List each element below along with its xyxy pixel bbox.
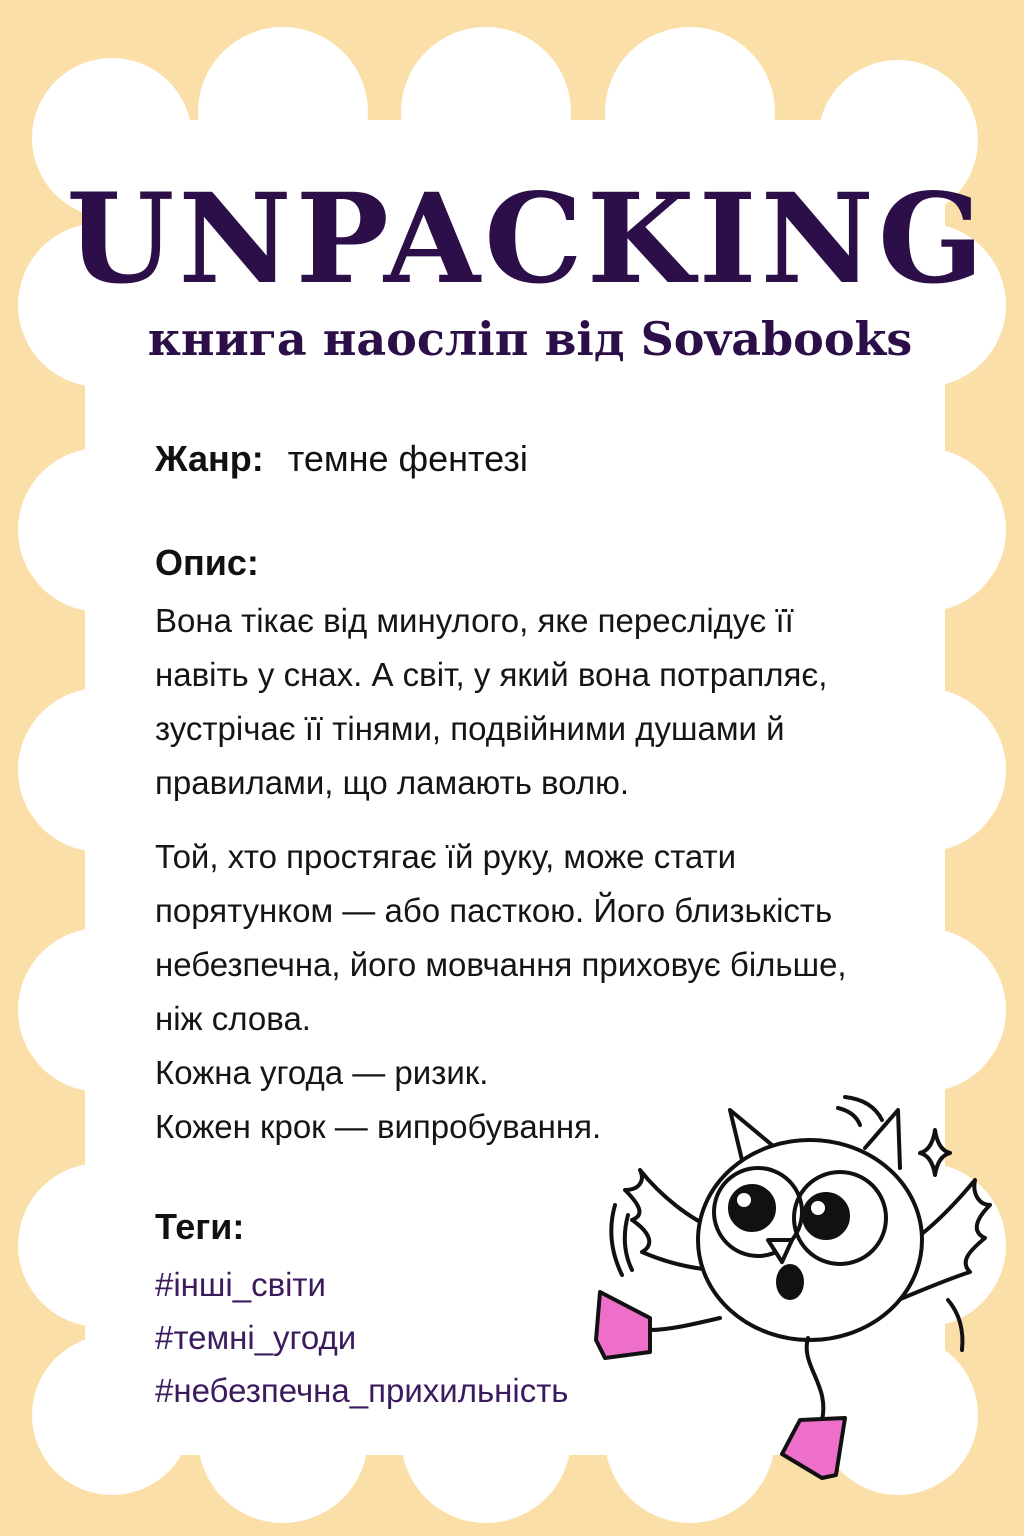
page-title: UNPACKING [66,167,988,312]
tag-item: #темні_угоди [155,1319,357,1356]
genre-row [155,438,528,480]
description-text: Той, хто простягає їй руку, може стати порятунком — або пасткою. Його близькість небезпечна, його мовчання приховує більше, ніж слова. [155,838,847,1037]
genre-label: Жанр: [155,438,264,479]
tag-item: #інші_світи [155,1266,326,1303]
page-subtitle: книга наосліп від Sovabooks [147,312,913,366]
description-text: Кожен крок — випробування. [155,1108,602,1145]
tags-list [155,1258,569,1417]
description-paragraph-1 [155,594,875,810]
owl-mascot-icon [560,1085,1000,1505]
tags-heading: Теги: [155,1206,245,1247]
genre-value: темне фентезі [287,438,528,479]
description-text: Кожна угода — ризик. [155,1054,489,1091]
description-heading: Опис: [155,542,259,583]
tag-item: #небезпечна_прихильність [155,1372,569,1409]
description-text: Вона тікає від минулого, яке переслідує її навіть у снах. А світ, у який вона потрапляє, зустрічає її тінями, подвійними душами й правилами, що ламають волю. [155,602,828,801]
